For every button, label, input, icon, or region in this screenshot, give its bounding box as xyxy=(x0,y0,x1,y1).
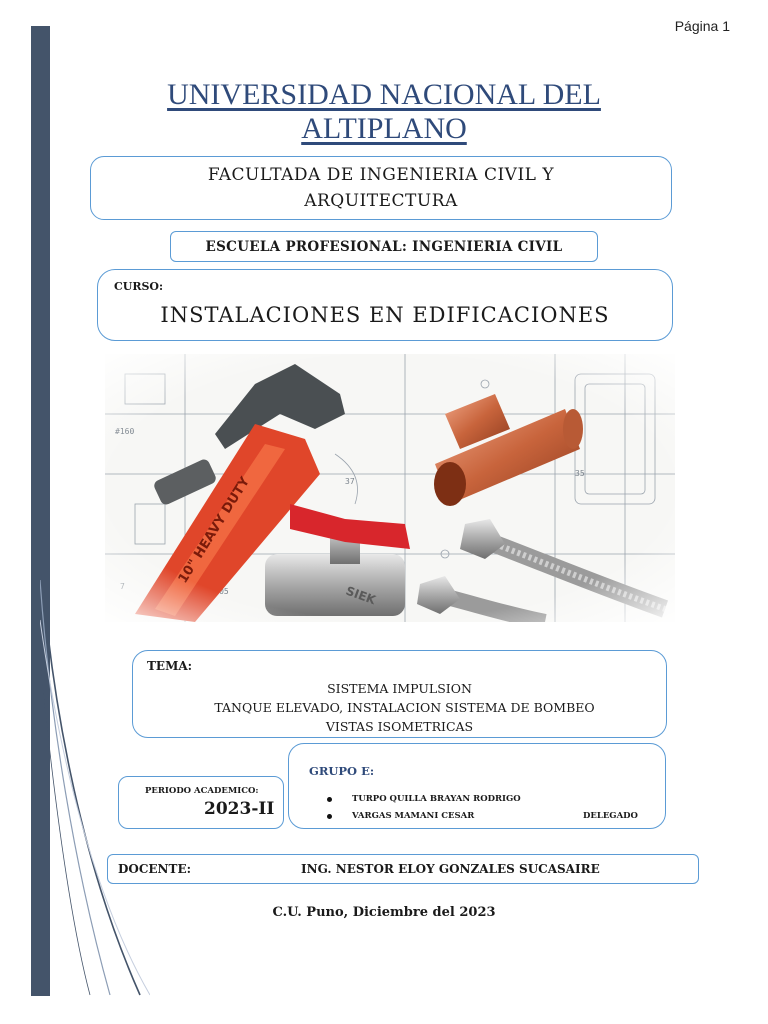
university-title xyxy=(100,78,668,146)
teacher-name: ING. NESTOR ELOY GONZALES SUCASAIRE xyxy=(301,862,600,876)
page-number: Página 1 xyxy=(674,18,730,34)
teacher-label: DOCENTE: xyxy=(118,862,192,876)
member-role: DELEGADO xyxy=(583,811,638,821)
period-value: 2023-II xyxy=(204,799,275,819)
member-name: VARGAS MAMANI CESAR xyxy=(352,811,475,821)
period-box xyxy=(118,776,284,829)
course-label: CURSO: xyxy=(114,280,164,293)
school-label: ESCUELA PROFESIONAL: INGENIERIA CIVIL xyxy=(205,238,563,255)
topic-line: TANQUE ELEVADO, INSTALACION SISTEMA DE BOMBEO xyxy=(214,700,595,715)
group-label: GRUPO E: xyxy=(309,764,375,778)
faculty-line2: ARQUITECTURA xyxy=(304,191,458,211)
university-title-line2: ALTIPLANO xyxy=(301,112,467,145)
topic-box xyxy=(132,650,667,738)
footer-place-date: C.U. Puno, Diciembre del 2023 xyxy=(272,905,496,920)
topic-line: VISTAS ISOMETRICAS xyxy=(325,719,474,734)
school-box xyxy=(170,231,598,262)
course-name: INSTALACIONES EN EDIFICACIONES xyxy=(160,303,610,327)
topic-line: SISTEMA IMPULSION xyxy=(327,681,472,696)
topic-label: TEMA: xyxy=(147,659,193,673)
teacher-box xyxy=(107,854,699,884)
group-box xyxy=(288,743,666,829)
topic-lines xyxy=(133,679,666,736)
bullet-icon xyxy=(327,797,332,802)
course-box xyxy=(97,269,673,341)
university-title-line1: UNIVERSIDAD NACIONAL DEL xyxy=(167,78,601,111)
period-label: PERIODO ACADEMICO: xyxy=(145,786,259,796)
bullet-icon xyxy=(327,814,332,819)
group-member xyxy=(327,794,647,804)
cover-photo xyxy=(105,354,675,622)
faculty-box xyxy=(90,156,672,220)
group-member xyxy=(327,811,647,821)
faculty-line1: FACULTADA DE INGENIERIA CIVIL Y xyxy=(207,165,555,185)
member-name: TURPO QUILLA BRAYAN RODRIGO xyxy=(352,794,521,804)
